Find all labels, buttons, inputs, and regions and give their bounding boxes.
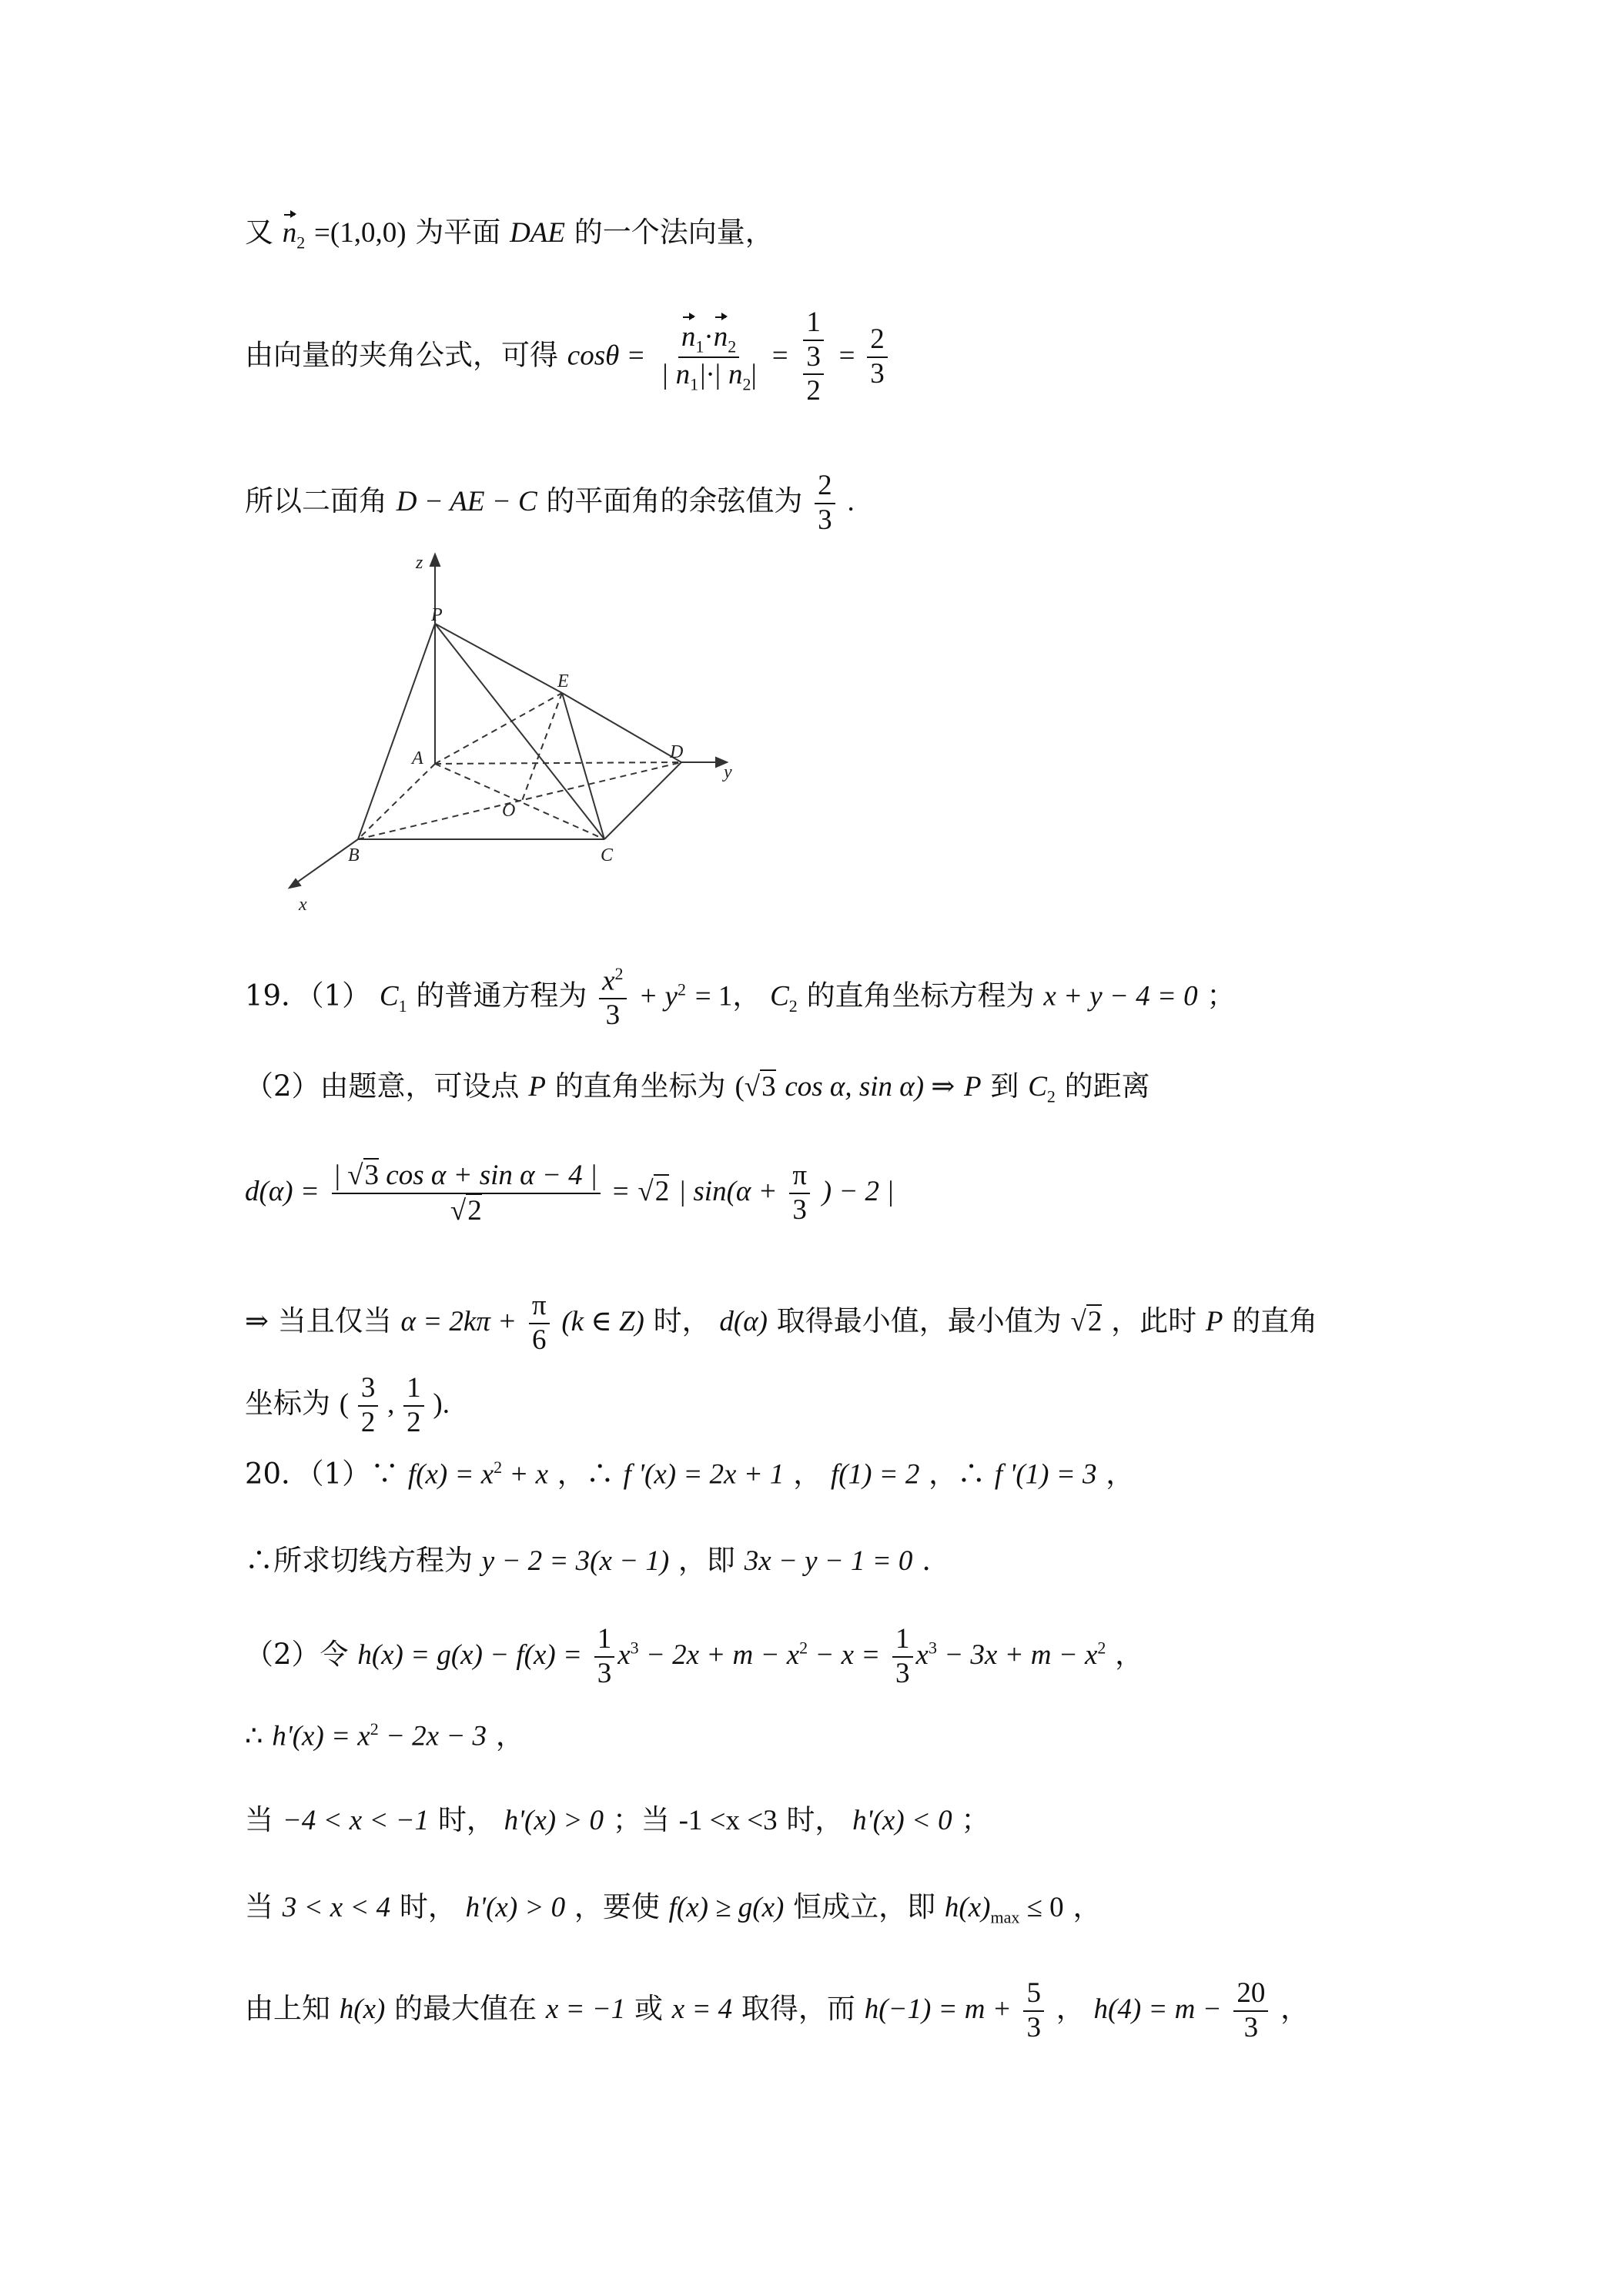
edge-EO-hidden: [522, 693, 562, 801]
math-C: C: [770, 980, 789, 1012]
text: 为平面: [415, 216, 501, 249]
line-distance-formula: d(α) = $\frac{\text{| √3 cos α + sin α − 4 |}}{√2}$ = √2 | sin(α + $\frac{\pi}{3}$ ) − 2 |: [245, 1160, 895, 1227]
fraction-pi-over-6: [529, 1290, 550, 1357]
math-C: C: [1028, 1071, 1047, 1103]
math-interval: -1 <x <3: [678, 1805, 778, 1836]
line-q20-part1: [245, 1457, 1135, 1491]
subscript: 2: [1046, 1086, 1056, 1106]
fraction-twenty-thirds: [1233, 1977, 1268, 2044]
subscript: 2: [788, 996, 798, 1016]
line-q19-part2: （2）由题意，可设点 P 的直角坐标为 (√3 cos α, sin α) ⇒ P 到 $C_2$ 的距离: [245, 1069, 1150, 1106]
denominator: 2: [407, 1406, 421, 1438]
math-equals: =: [771, 340, 788, 372]
text: ，∴: [557, 1457, 614, 1491]
edge-ED: [562, 693, 684, 762]
math-expression: ) − 2 |: [822, 1176, 895, 1208]
edge-BD-hidden: [358, 762, 681, 839]
text: 的直角坐标为: [554, 1069, 726, 1103]
edge-AB-hidden: [358, 764, 435, 839]
math-dot: ·: [704, 321, 714, 353]
math-h-4: h(4) = m −: [1093, 1993, 1222, 2026]
math-tangent-general: 3x − y − 1 = 0: [744, 1545, 913, 1577]
superscript: 3: [928, 1638, 937, 1658]
text: 取得最小值，最小值为: [776, 1304, 1062, 1338]
line-point-coords: [245, 1372, 450, 1439]
math-expression: − 2x + m − x: [638, 1639, 800, 1672]
numerator: π: [789, 1160, 810, 1194]
denominator: 3: [895, 1657, 910, 1689]
math-expression: − x =: [808, 1639, 881, 1672]
fraction-compound: [800, 306, 827, 408]
line-normal-vector: [245, 218, 774, 251]
math-param-point: cos α, sin α) ⇒: [785, 1071, 955, 1103]
numerator: π: [529, 1290, 550, 1324]
superscript: 3: [630, 1638, 639, 1658]
fraction-two-thirds: [815, 470, 835, 537]
label-point-E: E: [557, 671, 569, 691]
text: 取得，而: [741, 1992, 855, 2026]
punctuation: ，: [1056, 1992, 1085, 2026]
text: 到: [990, 1069, 1019, 1103]
line-monotonic-intervals: [245, 1803, 990, 1836]
edge-PC: [435, 624, 604, 839]
label-point-B: B: [348, 845, 360, 865]
math-x-value: x = −1: [545, 1993, 626, 2026]
subscript: 1: [690, 374, 699, 394]
edge-CD: [604, 762, 681, 839]
text: 时，: [786, 1803, 844, 1836]
math-x: x: [915, 1639, 929, 1672]
question-number: 19．（1）: [245, 979, 371, 1012]
fraction-three-halves: [358, 1372, 379, 1439]
math-h: h(x): [944, 1892, 991, 1923]
text: 由向量的夹角公式，可得: [245, 338, 558, 372]
math-x: x: [617, 1639, 631, 1672]
punctuation: ；: [961, 1803, 990, 1836]
line-q20-part2-def: [245, 1623, 1143, 1690]
denominator: 3: [1243, 2011, 1259, 2043]
text: ，即: [678, 1544, 735, 1577]
text: ∴所求切线方程为: [245, 1544, 473, 1577]
edge-PB: [358, 624, 435, 839]
math-d-alpha: d(α) =: [245, 1176, 320, 1208]
math-expression: − 3x + m − x: [936, 1639, 1098, 1672]
superscript: 2: [370, 1719, 379, 1739]
numerator: 1: [403, 1372, 424, 1407]
math-abs: | n: [661, 358, 691, 390]
math-abs: |: [334, 1160, 348, 1191]
fraction-inner: [800, 341, 827, 408]
text: ；当: [612, 1803, 670, 1836]
line-tangent-equation: [245, 1546, 931, 1575]
text: 所以二面角: [245, 484, 387, 518]
math-comma: ,: [387, 1388, 395, 1421]
math-sqrt-3: 3: [761, 1071, 776, 1103]
question-number: 20．（1）∵: [245, 1457, 400, 1491]
numerator: 2: [815, 470, 835, 504]
text: 的一个法向量，: [574, 216, 774, 249]
denominator: 3: [1026, 2011, 1041, 2043]
punctuation: ，: [1073, 1890, 1102, 1923]
text: 时，: [437, 1803, 495, 1836]
math-paren: ).: [433, 1388, 450, 1421]
fraction-one-half: [403, 1372, 424, 1439]
math-P: P: [528, 1071, 546, 1103]
line-max-values: [245, 1977, 1309, 2044]
punctuation: ，: [1280, 1992, 1310, 2026]
subscript: 2: [728, 336, 737, 356]
math-sqrt-2: 2: [467, 1194, 482, 1227]
text: ，∴: [929, 1457, 986, 1491]
axis-z-arrow: [430, 554, 440, 566]
numerator: 1: [803, 306, 824, 341]
label-axis-y: y: [724, 762, 732, 782]
math-cos-theta: cosθ =: [567, 340, 646, 372]
text: （2）令: [245, 1638, 349, 1672]
text: 时，: [399, 1890, 457, 1923]
math-abs: |: [751, 358, 757, 390]
math-h-prime-positive: h'(x) > 0: [504, 1805, 604, 1836]
edge-PE: [435, 624, 562, 693]
text: 的距离: [1064, 1069, 1150, 1103]
punctuation: .: [847, 486, 855, 518]
math-x-value: x = 4: [671, 1993, 733, 2026]
text: 的平面角的余弦值为: [546, 484, 803, 518]
denominator: 6: [531, 1324, 547, 1356]
numerator: 3: [358, 1372, 379, 1407]
label-point-D: D: [670, 742, 684, 762]
text: 由上知: [245, 1992, 330, 2026]
line-max-condition: [245, 1890, 1102, 1927]
text: 时，: [653, 1304, 711, 1338]
line-dihedral-conclusion: [245, 470, 855, 537]
text: 的直角坐标方程为: [806, 979, 1035, 1012]
math-vector-value: =(1,0,0): [314, 217, 407, 249]
math-h: h(x): [339, 1993, 386, 2026]
fraction-one-third: [892, 1623, 913, 1690]
math-P: P: [964, 1071, 982, 1103]
fraction-dot-product: [658, 320, 760, 393]
math-abs: |·| n: [698, 358, 743, 390]
math-paren: (: [339, 1388, 350, 1421]
label-axis-z: z: [416, 553, 423, 573]
text: 的最大值在: [394, 1992, 537, 2026]
denominator: 3: [597, 1657, 612, 1689]
label-point-P: P: [431, 605, 443, 625]
text: ，此时: [1111, 1304, 1197, 1338]
numerator: 2: [867, 323, 888, 358]
superscript: 2: [799, 1638, 808, 1658]
superscript: 2: [677, 979, 686, 999]
fraction-one-third: [594, 1623, 615, 1690]
text: ∴: [245, 1719, 263, 1752]
math-sin: | sin(α +: [678, 1176, 778, 1208]
text: 又: [245, 216, 273, 249]
line-angle-formula: [245, 306, 891, 408]
math-sqrt-3: 3: [364, 1160, 380, 1191]
math-tangent-point-slope: y − 2 = 3(x − 1): [481, 1545, 670, 1577]
subscript: 1: [695, 336, 704, 356]
math-alpha-value: α = 2kπ +: [400, 1306, 517, 1338]
label-point-A: A: [412, 748, 423, 768]
math-expression: − 2x − 3: [378, 1720, 487, 1752]
math-n: n: [681, 321, 696, 353]
punctuation: ，: [1106, 1457, 1135, 1491]
fraction-distance: $\frac{\text{| √3 cos α + sin α − 4 |}}{√2}$: [332, 1159, 601, 1227]
math-d-alpha: d(α): [719, 1306, 768, 1338]
edge-AD-hidden: [435, 762, 681, 764]
math-interval: −4 < x < −1: [282, 1805, 430, 1836]
math-line-equation: x + y − 4 = 0: [1043, 980, 1198, 1012]
math-interval: 3 < x < 4: [282, 1892, 391, 1923]
math-n: n: [282, 217, 297, 249]
math-x: x: [602, 965, 615, 997]
math-expression: cos α + sin α − 4 |: [379, 1160, 597, 1191]
fraction-x2-over-3: [599, 964, 626, 1032]
numerator: 20: [1233, 1977, 1268, 2012]
punctuation: ；: [1206, 979, 1236, 1012]
math-equals: =: [612, 1176, 629, 1208]
math-f-prime: f '(x) = 2x + 1: [623, 1458, 785, 1491]
math-k-in-Z: (k ∈ Z): [561, 1306, 644, 1338]
subscript-max: max: [990, 1907, 1020, 1927]
math-h-neg1: h(−1) = m +: [864, 1993, 1012, 2026]
text: ⇒ 当且仅当: [245, 1304, 392, 1338]
punctuation: ，: [495, 1719, 524, 1752]
text: 的普通方程为: [416, 979, 587, 1012]
punctuation: ，: [1115, 1638, 1144, 1672]
text: 恒成立，即: [793, 1890, 936, 1923]
superscript: 2: [1097, 1638, 1106, 1658]
math-f-prime-1: f '(1) = 3: [994, 1458, 1097, 1491]
subscript: 2: [742, 374, 751, 394]
denominator: 3: [605, 999, 621, 1031]
edge-EC: [562, 693, 604, 839]
math-C: C: [379, 980, 399, 1012]
math-sqrt-2: 2: [654, 1176, 670, 1208]
math-paren: (: [735, 1071, 745, 1103]
math-h-prime-negative: h'(x) < 0: [852, 1805, 952, 1836]
math-h-prime-positive: h'(x) > 0: [465, 1892, 566, 1923]
fraction-result: [867, 323, 888, 390]
math-inequality: f(x) ≥ g(x): [668, 1892, 785, 1923]
math-plus-x: + x: [502, 1458, 549, 1491]
text: 当: [245, 1803, 273, 1836]
text: ，要使: [574, 1890, 660, 1923]
math-dihedral-angle: D − AE − C: [396, 486, 537, 518]
denominator: 2: [360, 1406, 376, 1438]
denominator: 2: [806, 375, 821, 407]
superscript: 2: [614, 964, 624, 983]
punctuation: ，: [793, 1457, 822, 1491]
math-h-prime: h'(x) = x: [272, 1720, 370, 1752]
punctuation: .: [922, 1544, 931, 1577]
line-minimum-condition: ⇒ 当且仅当 α = 2kπ + $\frac{\pi}{6}$ (k ∈ Z) 时， d(α) 取得最小值，最小值为 √2 ，此时 P 的直角: [245, 1290, 1318, 1356]
math-equals: =: [838, 340, 855, 372]
math-plane-name: DAE: [510, 217, 566, 249]
math-le-zero: ≤ 0: [1019, 1892, 1064, 1923]
label-point-C: C: [601, 845, 614, 865]
numerator: 1: [594, 1623, 615, 1658]
text: 或: [634, 1992, 663, 2026]
math-f-def: f(x) = x: [407, 1458, 494, 1491]
math-P: P: [1205, 1306, 1223, 1338]
fraction-pi-over-3: [789, 1160, 810, 1227]
superscript: 2: [494, 1458, 503, 1477]
denominator: 3: [792, 1193, 807, 1226]
subscript: 2: [296, 233, 306, 253]
math-plus-y: + y: [638, 980, 678, 1012]
numerator: 3: [803, 341, 824, 376]
math-h-def: h(x) = g(x) − f(x) =: [357, 1639, 582, 1672]
numerator: 1: [892, 1623, 913, 1658]
math-equals-one: = 1，: [694, 980, 761, 1012]
math-sqrt-2: 2: [1087, 1306, 1103, 1338]
text: 当: [245, 1890, 273, 1923]
denominator: 3: [818, 504, 832, 536]
label-axis-x: x: [299, 895, 307, 915]
label-point-O: O: [502, 801, 516, 821]
line-q19-part1: [245, 964, 1235, 1032]
text: 的直角: [1232, 1304, 1318, 1338]
pyramid-figure: [262, 547, 755, 924]
numerator: 5: [1023, 1977, 1044, 2012]
line-h-derivative: [245, 1721, 524, 1750]
math-n: n: [713, 321, 728, 353]
subscript: 1: [398, 996, 407, 1016]
text: （2）由题意，可设点: [245, 1069, 520, 1103]
fraction-five-thirds: [1023, 1977, 1044, 2044]
denominator: 3: [870, 357, 885, 390]
text: 坐标为: [245, 1387, 330, 1421]
math-f-1: f(1) = 2: [830, 1458, 920, 1491]
